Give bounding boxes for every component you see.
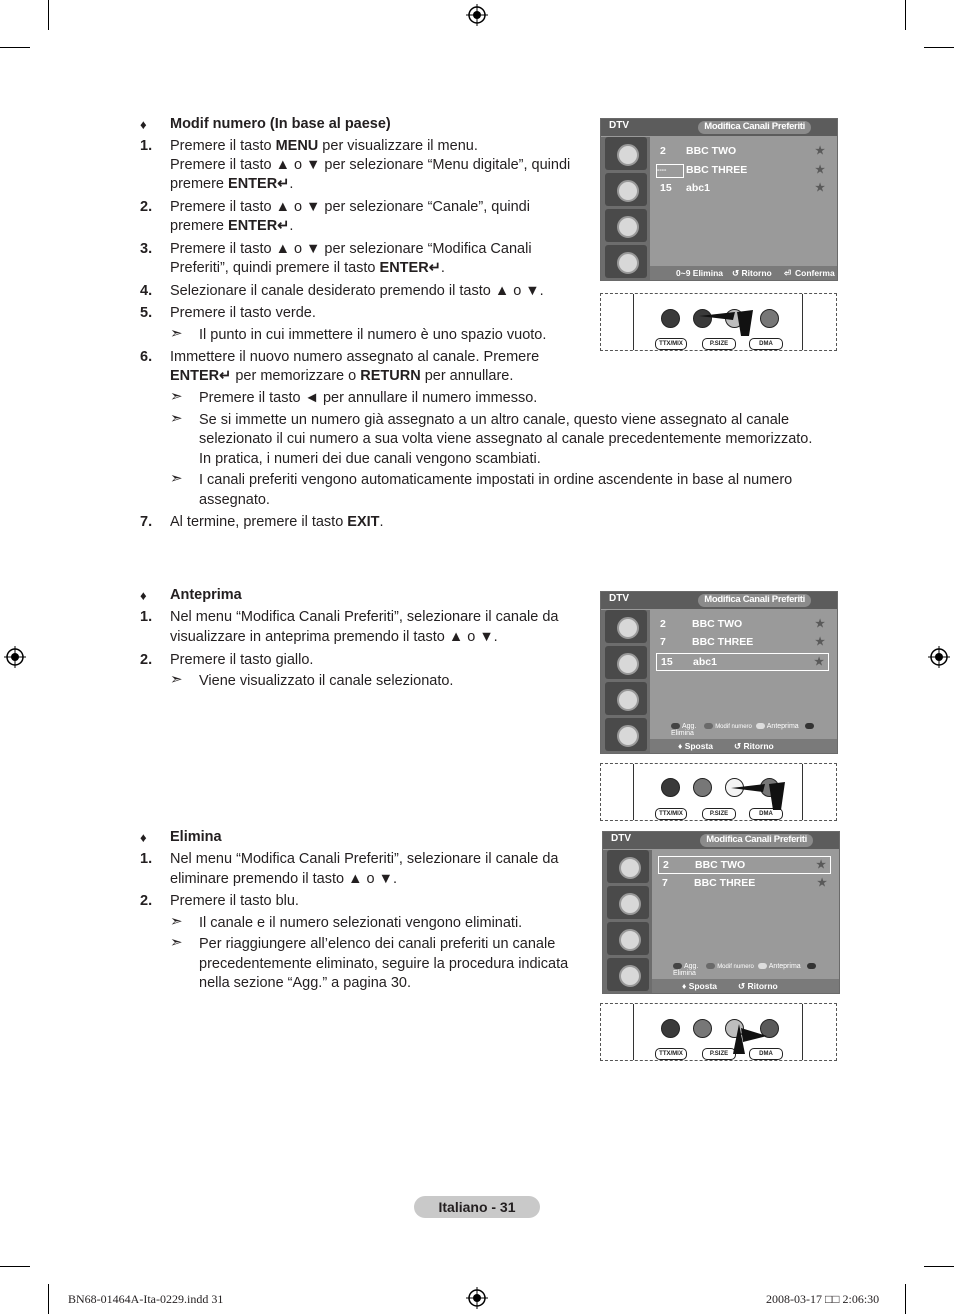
dma-label: DMA <box>749 808 783 820</box>
ttx-mix-label: TTX/MIX <box>655 338 687 350</box>
note-arrow-icon: ➣ <box>170 934 183 951</box>
step-number: 1. <box>140 609 153 625</box>
step-text: Premere il tasto ▲ o ▼ per selezionare “Canale”, quindi <box>170 199 530 215</box>
enter-icon: ↵ <box>428 260 441 276</box>
red-button <box>661 1019 680 1038</box>
note-text: assegnato. <box>199 492 270 508</box>
note-arrow-icon: ➣ <box>170 325 183 342</box>
step-text: ENTER↵ per memorizzare o RETURN per annullare. <box>170 368 514 384</box>
date-slug: 2008-03-17 □□ 2:06:30 <box>766 1292 880 1306</box>
note-text: precedentemente eliminato, seguire la procedura indicata <box>199 956 569 972</box>
psize-label: P.SIZE <box>702 1048 736 1060</box>
page-number-badge: Italiano - 31 <box>414 1196 540 1218</box>
color-key-legend: Agg. Modif numero Anteprima Elimina <box>673 963 839 977</box>
star-icon: ★ <box>817 877 827 889</box>
input-menu-icon <box>607 958 649 991</box>
tv-menu-screen <box>602 831 840 994</box>
note-text: Il punto in cui immettere il numero è uno spazio vuoto. <box>199 327 547 343</box>
step-text: Premere il tasto MENU per visualizzare il menu. <box>170 138 478 154</box>
ttx-mix-label: TTX/MIX <box>655 808 687 820</box>
green-button <box>693 778 712 797</box>
dma-label: DMA <box>749 1048 783 1060</box>
sound-menu-icon <box>605 173 647 206</box>
star-icon: ★ <box>815 618 825 630</box>
input-menu-icon <box>605 245 647 278</box>
setup-menu-icon <box>607 922 649 955</box>
step-text: Nel menu “Modifica Canali Preferiti”, selezionare il canale da <box>170 609 559 625</box>
dtv-label: DTV <box>609 593 629 604</box>
registration-mark-icon <box>466 4 488 26</box>
step-text: Preferiti”, quindi premere il tasto ENTER↵. <box>170 260 445 276</box>
crop-mark <box>905 1284 906 1314</box>
screen-footer: 0~9 Elimina ↺ Ritorno ⏎ Conferma <box>650 266 837 280</box>
step-number: 1. <box>140 138 153 154</box>
screen-title: Modifica Canali Preferiti <box>698 594 811 607</box>
screen-title: Modifica Canali Preferiti <box>700 834 813 847</box>
pointing-hand-icon <box>711 1018 771 1056</box>
step-text: Nel menu “Modifica Canali Preferiti”, selezionare il canale da <box>170 851 559 867</box>
screen-footer: ♦ Sposta ↺ Ritorno <box>650 739 837 753</box>
star-icon: ★ <box>815 636 825 648</box>
step-number: 6. <box>140 349 153 365</box>
red-button <box>661 778 680 797</box>
note-text: nella sezione “Agg.” a pagina 30. <box>199 975 412 991</box>
menu-sidebar <box>603 850 652 993</box>
step-text: Premere il tasto giallo. <box>170 652 314 668</box>
step-text: Premere il tasto blu. <box>170 893 299 909</box>
channel-row[interactable]: 15 abc1 ★ <box>660 182 825 194</box>
crop-mark <box>48 0 49 30</box>
star-icon: ★ <box>816 859 826 871</box>
note-arrow-icon: ➣ <box>170 410 183 427</box>
step-number: 1. <box>140 851 153 867</box>
step-number: 3. <box>140 241 153 257</box>
note-text: selezionato il cui numero a sua volta viene assegnato al canale precedentemente memorizzato. <box>199 431 813 447</box>
step-text: eliminare premendo il tasto ▲ o ▼. <box>170 871 397 887</box>
channel-row[interactable]: ---- BBC THREE ★ <box>657 164 825 176</box>
psize-label: P.SIZE <box>702 338 736 350</box>
step-number: 2. <box>140 652 153 668</box>
enter-icon: ↵ <box>219 368 232 384</box>
sound-menu-icon <box>607 886 649 919</box>
pointing-hand-icon <box>729 778 789 812</box>
note-text: Premere il tasto ◄ per annullare il numero immesso. <box>199 390 538 406</box>
crop-mark <box>924 47 954 48</box>
section-heading: Modif numero (In base al paese) <box>170 116 391 132</box>
remote-control-illustration <box>600 1003 837 1061</box>
channel-row[interactable]: 2 BBC TWO ★ <box>660 618 825 630</box>
file-slug: BN68-01464A-Ita-0229.indd 31 <box>68 1292 224 1306</box>
dma-label: DMA <box>749 338 783 350</box>
step-text: visualizzare in anteprima premendo il tasto ▲ o ▼. <box>170 629 498 645</box>
tv-menu-screen <box>600 591 838 754</box>
note-arrow-icon: ➣ <box>170 671 183 688</box>
note-text: Viene visualizzato il canale selezionato. <box>199 673 454 689</box>
crop-mark <box>48 1284 49 1314</box>
color-key-legend: Agg. Modif numero Anteprima Elimina <box>671 723 837 737</box>
bullet-icon: ♦ <box>140 117 147 132</box>
note-arrow-icon: ➣ <box>170 470 183 487</box>
dtv-label: DTV <box>609 120 629 131</box>
note-text: I canali preferiti vengono automaticamente impostati in ordine ascendente in base al numero <box>199 472 793 488</box>
crop-mark <box>0 1266 30 1267</box>
section-heading: Anteprima <box>170 587 242 603</box>
picture-menu-icon <box>607 850 649 883</box>
channel-row[interactable]: 7 BBC THREE ★ <box>660 636 825 648</box>
step-text: premere ENTER↵. <box>170 218 294 234</box>
screen-title: Modifica Canali Preferiti <box>698 121 811 134</box>
star-icon: ★ <box>815 182 825 194</box>
menu-sidebar <box>601 610 650 753</box>
setup-menu-icon <box>605 682 647 715</box>
remote-control-illustration <box>600 763 837 821</box>
channel-row[interactable]: 7 BBC THREE ★ <box>662 877 827 889</box>
note-arrow-icon: ➣ <box>170 913 183 930</box>
bullet-icon: ♦ <box>140 830 147 845</box>
crop-mark <box>0 47 30 48</box>
sound-menu-icon <box>605 646 647 679</box>
registration-mark-icon <box>4 646 26 668</box>
channel-row[interactable]: 2 BBC TWO ★ <box>660 145 825 157</box>
green-button <box>693 1019 712 1038</box>
step-number: 2. <box>140 893 153 909</box>
star-icon: ★ <box>814 656 824 668</box>
tv-menu-screen <box>600 118 838 281</box>
crop-mark <box>924 1266 954 1267</box>
menu-sidebar <box>601 137 650 280</box>
pointing-hand-icon <box>697 308 757 338</box>
step-text: Premere il tasto ▲ o ▼ per selezionare “Menu digitale”, quindi <box>170 157 571 173</box>
remote-control-illustration <box>600 293 837 351</box>
blue-button <box>760 309 779 328</box>
ttx-mix-label: TTX/MIX <box>655 1048 687 1060</box>
step-text: Immettere il nuovo numero assegnato al canale. Premere <box>170 349 540 365</box>
psize-label: P.SIZE <box>702 808 736 820</box>
enter-icon: ↵ <box>277 176 290 192</box>
picture-menu-icon <box>605 137 647 170</box>
dtv-label: DTV <box>611 833 631 844</box>
step-number: 7. <box>140 514 153 530</box>
step-number: 5. <box>140 305 153 321</box>
step-text: Premere il tasto verde. <box>170 305 316 321</box>
note-arrow-icon: ➣ <box>170 388 183 405</box>
note-text: In pratica, i numeri dei due canali vengono scambiati. <box>199 451 541 467</box>
input-menu-icon <box>605 718 647 751</box>
registration-mark-icon <box>928 646 950 668</box>
star-icon: ★ <box>815 164 825 176</box>
note-text: Il canale e il numero selezionati vengono eliminati. <box>199 915 523 931</box>
star-icon: ★ <box>815 145 825 157</box>
picture-menu-icon <box>605 610 647 643</box>
step-text: Al termine, premere il tasto EXIT. <box>170 514 384 530</box>
step-number: 4. <box>140 283 153 299</box>
bullet-icon: ♦ <box>140 588 147 603</box>
enter-icon: ⏎ <box>784 268 792 278</box>
note-text: Se si immette un numero già assegnato a un altro canale, questo viene assegnato al canale <box>199 412 790 428</box>
setup-menu-icon <box>605 209 647 242</box>
channel-row-selected[interactable]: 15 abc1 ★ <box>656 653 829 671</box>
channel-row-selected[interactable]: 2 BBC TWO ★ <box>658 856 831 874</box>
crop-mark <box>905 0 906 30</box>
step-number: 2. <box>140 199 153 215</box>
step-text: premere ENTER↵. <box>170 176 294 192</box>
enter-icon: ↵ <box>277 218 290 234</box>
screen-footer: ♦ Sposta ↺ Ritorno <box>652 979 839 993</box>
section-heading: Elimina <box>170 829 222 845</box>
step-text: Selezionare il canale desiderato premendo il tasto ▲ o ▼. <box>170 283 544 299</box>
note-text: Per riaggiungere all’elenco dei canali preferiti un canale <box>199 936 556 952</box>
red-button <box>661 309 680 328</box>
registration-mark-icon <box>466 1287 488 1309</box>
step-text: Premere il tasto ▲ o ▼ per selezionare “Modifica Canali <box>170 241 532 257</box>
